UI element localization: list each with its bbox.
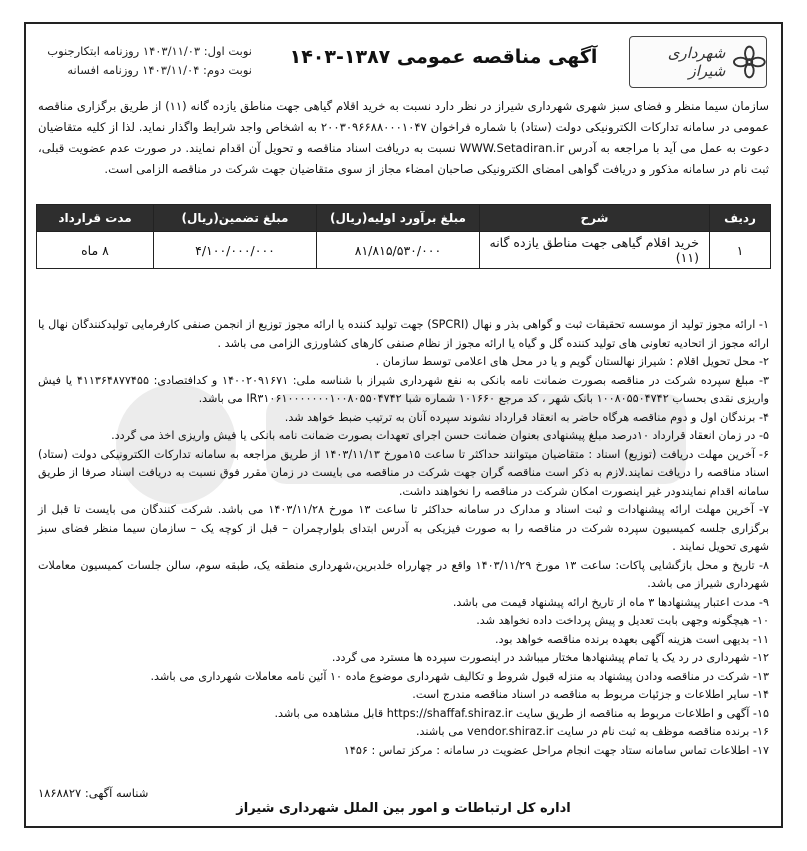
clause-item: ۹- مدت اعتبار پیشنهادها ۳ ماه از تاریخ ارائه پیشنهاد قیمت می باشد. [452, 595, 769, 609]
shiraz-logo [629, 36, 767, 88]
logo-text: شهرداری شیراز [667, 44, 726, 80]
clause-item: ۱- ارائه مجوز تولید از موسسه تحقیقات ثبت و گواهی بذر و نهال (SPCRI) جهت تولید کننده یا ارائه مجوز توزیع از انجمن صنفی کارفرمایی تولیدکنندگان نهال یا ارائه مجوز از اتحادیه تعاونی های تولید کننده گل و گیاه یا ارائه مجوز از نظام صنفی کارهای کشاورزی الزامی می باشد . [38, 318, 769, 350]
clause-item: ۳- مبلغ سپرده شرکت در مناقصه بصورت ضمانت نامه بانکی به نفع شهرداری شیراز با شناسه ملی: ۱۴۰۰۲۰۹۱۶۷۱ و کدافتصادی: ۴۱۱۳۶۴۸۷۷۴۵۵ یا فیش واریزی نقدی بحساب ۱۰۰۸۰۵۵۰۴۷۴۲ بانک شهر ، کد مرجع ۱۰۱۶۶۰ شماره شبا IR۳۱۰۶۱۰۰۰۰۰۰۰۱۰۰۸۰۵۵۰۴۷۴۲ می باشد. [38, 373, 770, 405]
header-estimate: مبلغ برآورد اولیه(ریال) [317, 205, 480, 232]
header-description: شرح [480, 205, 710, 232]
notice-title: آگهی مناقصه عمومی ۱۳۸۷-۱۴۰۳ [289, 46, 598, 68]
clause-item: ۲- محل تحویل اقلام : شیراز نهالستان گویم و یا در محل های اعلامی توسط سازمان . [375, 355, 769, 368]
clause-item: ۱۴- سایر اطلاعات و جزئیات مربوط به مناقصه در اسناد مناقصه مندرج است. [412, 688, 769, 701]
header-guarantee: مبلغ تضمین(ریال) [154, 205, 317, 232]
table-row [37, 232, 771, 269]
flower-logo-icon [733, 45, 766, 79]
header-row-number: ردیف [710, 205, 771, 232]
notice-header [36, 32, 771, 92]
cell-row-number: ۱ [710, 232, 771, 269]
clauses-list [38, 316, 769, 760]
clause-item: ۱۱- بدیهی است هزینه آگهی بعهده برنده مناقصه خواهد بود. [495, 632, 769, 646]
clause-item: ۱۷- اطلاعات تماس سامانه ستاد جهت انجام مراحل عضویت در سامانه : مرکز تماس : ۱۴۵۶ [343, 743, 769, 757]
clause-item: ۵- در زمان انعقاد قرارداد ۱۰درصد مبلغ پیشنهادی بعنوان ضمانت حسن اجرای تعهدات بصورت ضمانت نامه بانکی یا فیش واریزی اخذ می گردد. [111, 429, 769, 442]
clause-item: ۱۲- شهرداری در رد یک یا تمام پیشنهادها مختار میباشد در اینصورت سپرده ها مسترد می گردد. [331, 651, 769, 664]
clause-item: ۶- آخرین مهلت دریافت (توزیع) اسناد : متقاضیان میتوانند حداکثر تا ساعت ۱۵مورخ ۱۴۰۳/۱۱/۱۳ از طریق مراجعه به سامانه تدارکات الکترونیکی دولت (ستاد) اسناد مناقصه را دریافت نمایند.لازم به ذکر است مناقصه گران جهت شرکت در مناقصه می بایست در زمان مقرر فوق نسبت به دریافت اسناد صرفا از طریق سامانه اقدام نمایندودر غیر اینصورت امکان شرکت در مناقصه را نخواهند داشت. [38, 447, 769, 498]
table-header-row [37, 205, 771, 232]
clause-item: ۱۰- هیچگونه وجهی بابت تعدیل و پیش پرداخت داده نخواهد شد. [476, 614, 769, 627]
ad-id: شناسه آگهی: ۱۸۶۸۸۲۷ [38, 786, 149, 800]
clause-item: ۴- برندگان اول و دوم مناقصه هرگاه حاضر به انعقاد قرارداد نشوند سپرده آنان به ترتیب ضبط خواهد شد. [284, 410, 769, 424]
publication-second: نوبت دوم: ۱۴۰۳/۱۱/۰۴ روزنامه افسانه [67, 63, 252, 77]
tender-table [36, 204, 771, 269]
cell-estimate: ۸۱/۸۱۵/۵۳۰/۰۰۰ [317, 232, 480, 269]
publication-info [42, 42, 252, 80]
header-duration: مدت قرارداد [37, 205, 154, 232]
footer-signature: اداره کل ارتباطات و امور بین الملل شهرداری شیراز [236, 801, 571, 816]
tender-notice [24, 22, 783, 828]
clause-item: ۸- تاریخ و محل بازگشایی پاکات: ساعت ۱۳ مورخ ۱۴۰۳/۱۱/۲۹ واقع در چهارراه خلدبرین،شهرداری منطقه یک، طبقه سوم، سالن جلسات کمیسیون معاملات شهرداری شیراز می باشد. [38, 558, 770, 590]
clause-item: ۱۵- آگهی و اطلاعات مربوط به مناقصه از طریق سایت https://shaffaf.shiraz.ir قابل مشاهده می باشد. [274, 706, 769, 720]
clause-item: ۱۳- شرکت در مناقصه ودادن پیشنهاد به منزله قبول شروط و تکالیف شهرداری موضوع ماده ۱۰ آئین نامه معاملات شهرداری می باشد. [150, 669, 769, 683]
intro-paragraph: سازمان سیما منظر و فضای سبز شهری شهرداری شیراز در نظر دارد نسبت به خرید اقلام گیاهی جهت مناطق یازده گانه (۱۱) از طریق برگزاری مناقصه عمومی در سامانه تدارکات الکترونیکی دولت (ستاد) با شماره فراخوان ۲۰۰۳۰۹۶۶۸۸۰۰۰۱۰۴۷ به اشخاص واجد شرایط واگذار نماید. لذا از کلیه متقاضیان دعوت به عمل می آید با مراجعه به آدرس WWW.Setadiran.ir نسبت به دریافت اسناد مناقصه و تحویل آن اقدام نمایند. در صورت عدم عضویت قبلی، ثبت نام در سامانه مذکور و دریافت گواهی امضای الکترونیکی صاحبان امضاء مجاز از سوی متقاضیان جهت شرکت در مناقصه الزامی است. [38, 99, 770, 176]
publication-first: نوبت اول: ۱۴۰۳/۱۱/۰۳ روزنامه ابتکارجنوب [47, 44, 252, 58]
cell-duration: ۸ ماه [37, 232, 154, 269]
cell-description: خرید اقلام گیاهی جهت مناطق یازده گانه (۱۱) [480, 232, 710, 269]
cell-guarantee: ۴/۱۰۰/۰۰۰/۰۰۰ [154, 232, 317, 269]
clause-item: ۱۶- برنده مناقصه موظف به ثبت نام در سایت vendor.shiraz.ir می باشند. [415, 725, 769, 738]
clause-item: ۷- آخرین مهلت ارائه پیشنهادات و ثبت اسناد و مدارک در سامانه حداکثر تا ساعت ۱۳ مورخ ۱۴۰۳/۱۱/۲۸ می باشد. شرکت کنندگان می بایست تا قبل از برگزاری جلسه کمیسیون سپرده شرکت در مناقصه را به صورت فیزیکی به آدرس ابتدای بلوارچمران – قبل از کوچه یک – سازمان سیما منظر فضای سبز شهری تحویل نمایند . [38, 503, 769, 553]
